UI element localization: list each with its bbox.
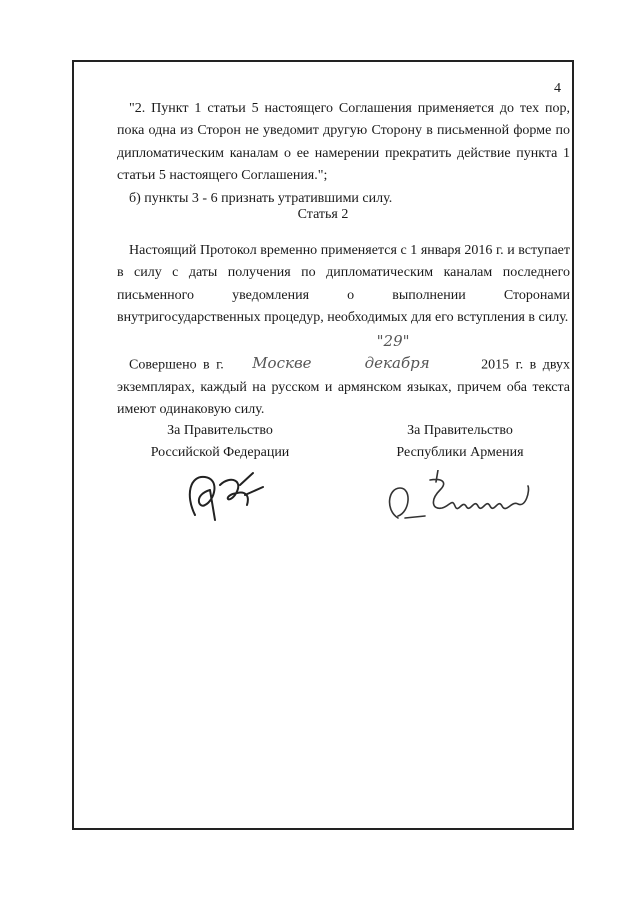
signatory-left <box>130 420 310 464</box>
signatory-right-line2: Республики Армения <box>396 445 524 460</box>
signature-right-image <box>380 470 550 530</box>
signatory-right-line1: За Правительство <box>407 423 513 438</box>
handwritten-date: "29" декабря <box>364 332 430 373</box>
signatory-left-line2: Российской Федерации <box>150 445 290 460</box>
handwritten-city: Москве <box>252 354 312 373</box>
body-text-article2 <box>117 240 570 330</box>
signatory-right <box>370 420 550 464</box>
body-text-top <box>117 98 570 210</box>
closing-prefix: Совершено в г. <box>129 357 224 373</box>
paragraph-article-amendment: "2. Пункт 1 статьи 5 настоящего Соглашения применяется до тех пор, пока одна из Сторон не уведомит другую Сторону в письменной форме по дипломатическим каналам о ее намерении прекратить действие пункта 1 статьи 5 настоящего Соглашения."; <box>117 101 570 184</box>
paragraph-provisional-application: Настоящий Протокол временно применяется с 1 января 2016 г. и вступает в силу с даты получения по дипломатическим каналам последнего письменного уведомления о выполнении Сторонами внутригосударственных процедур, необходимых для его вступления в силу. <box>117 243 570 326</box>
paragraph-points-void: б) пункты 3 - 6 признать утратившими силу. <box>129 190 393 206</box>
article-heading: Статья 2 <box>297 207 349 222</box>
page-number: 4 <box>554 81 561 96</box>
signature-left-image <box>175 465 275 525</box>
closing-suffix: 2015 г. в двух экземплярах, каждый на русском и армянском языках, причем оба текста имеют одинаковую силу. <box>117 357 570 418</box>
closing-paragraph <box>117 330 570 422</box>
signatory-left-line1: За Правительство <box>167 423 273 438</box>
